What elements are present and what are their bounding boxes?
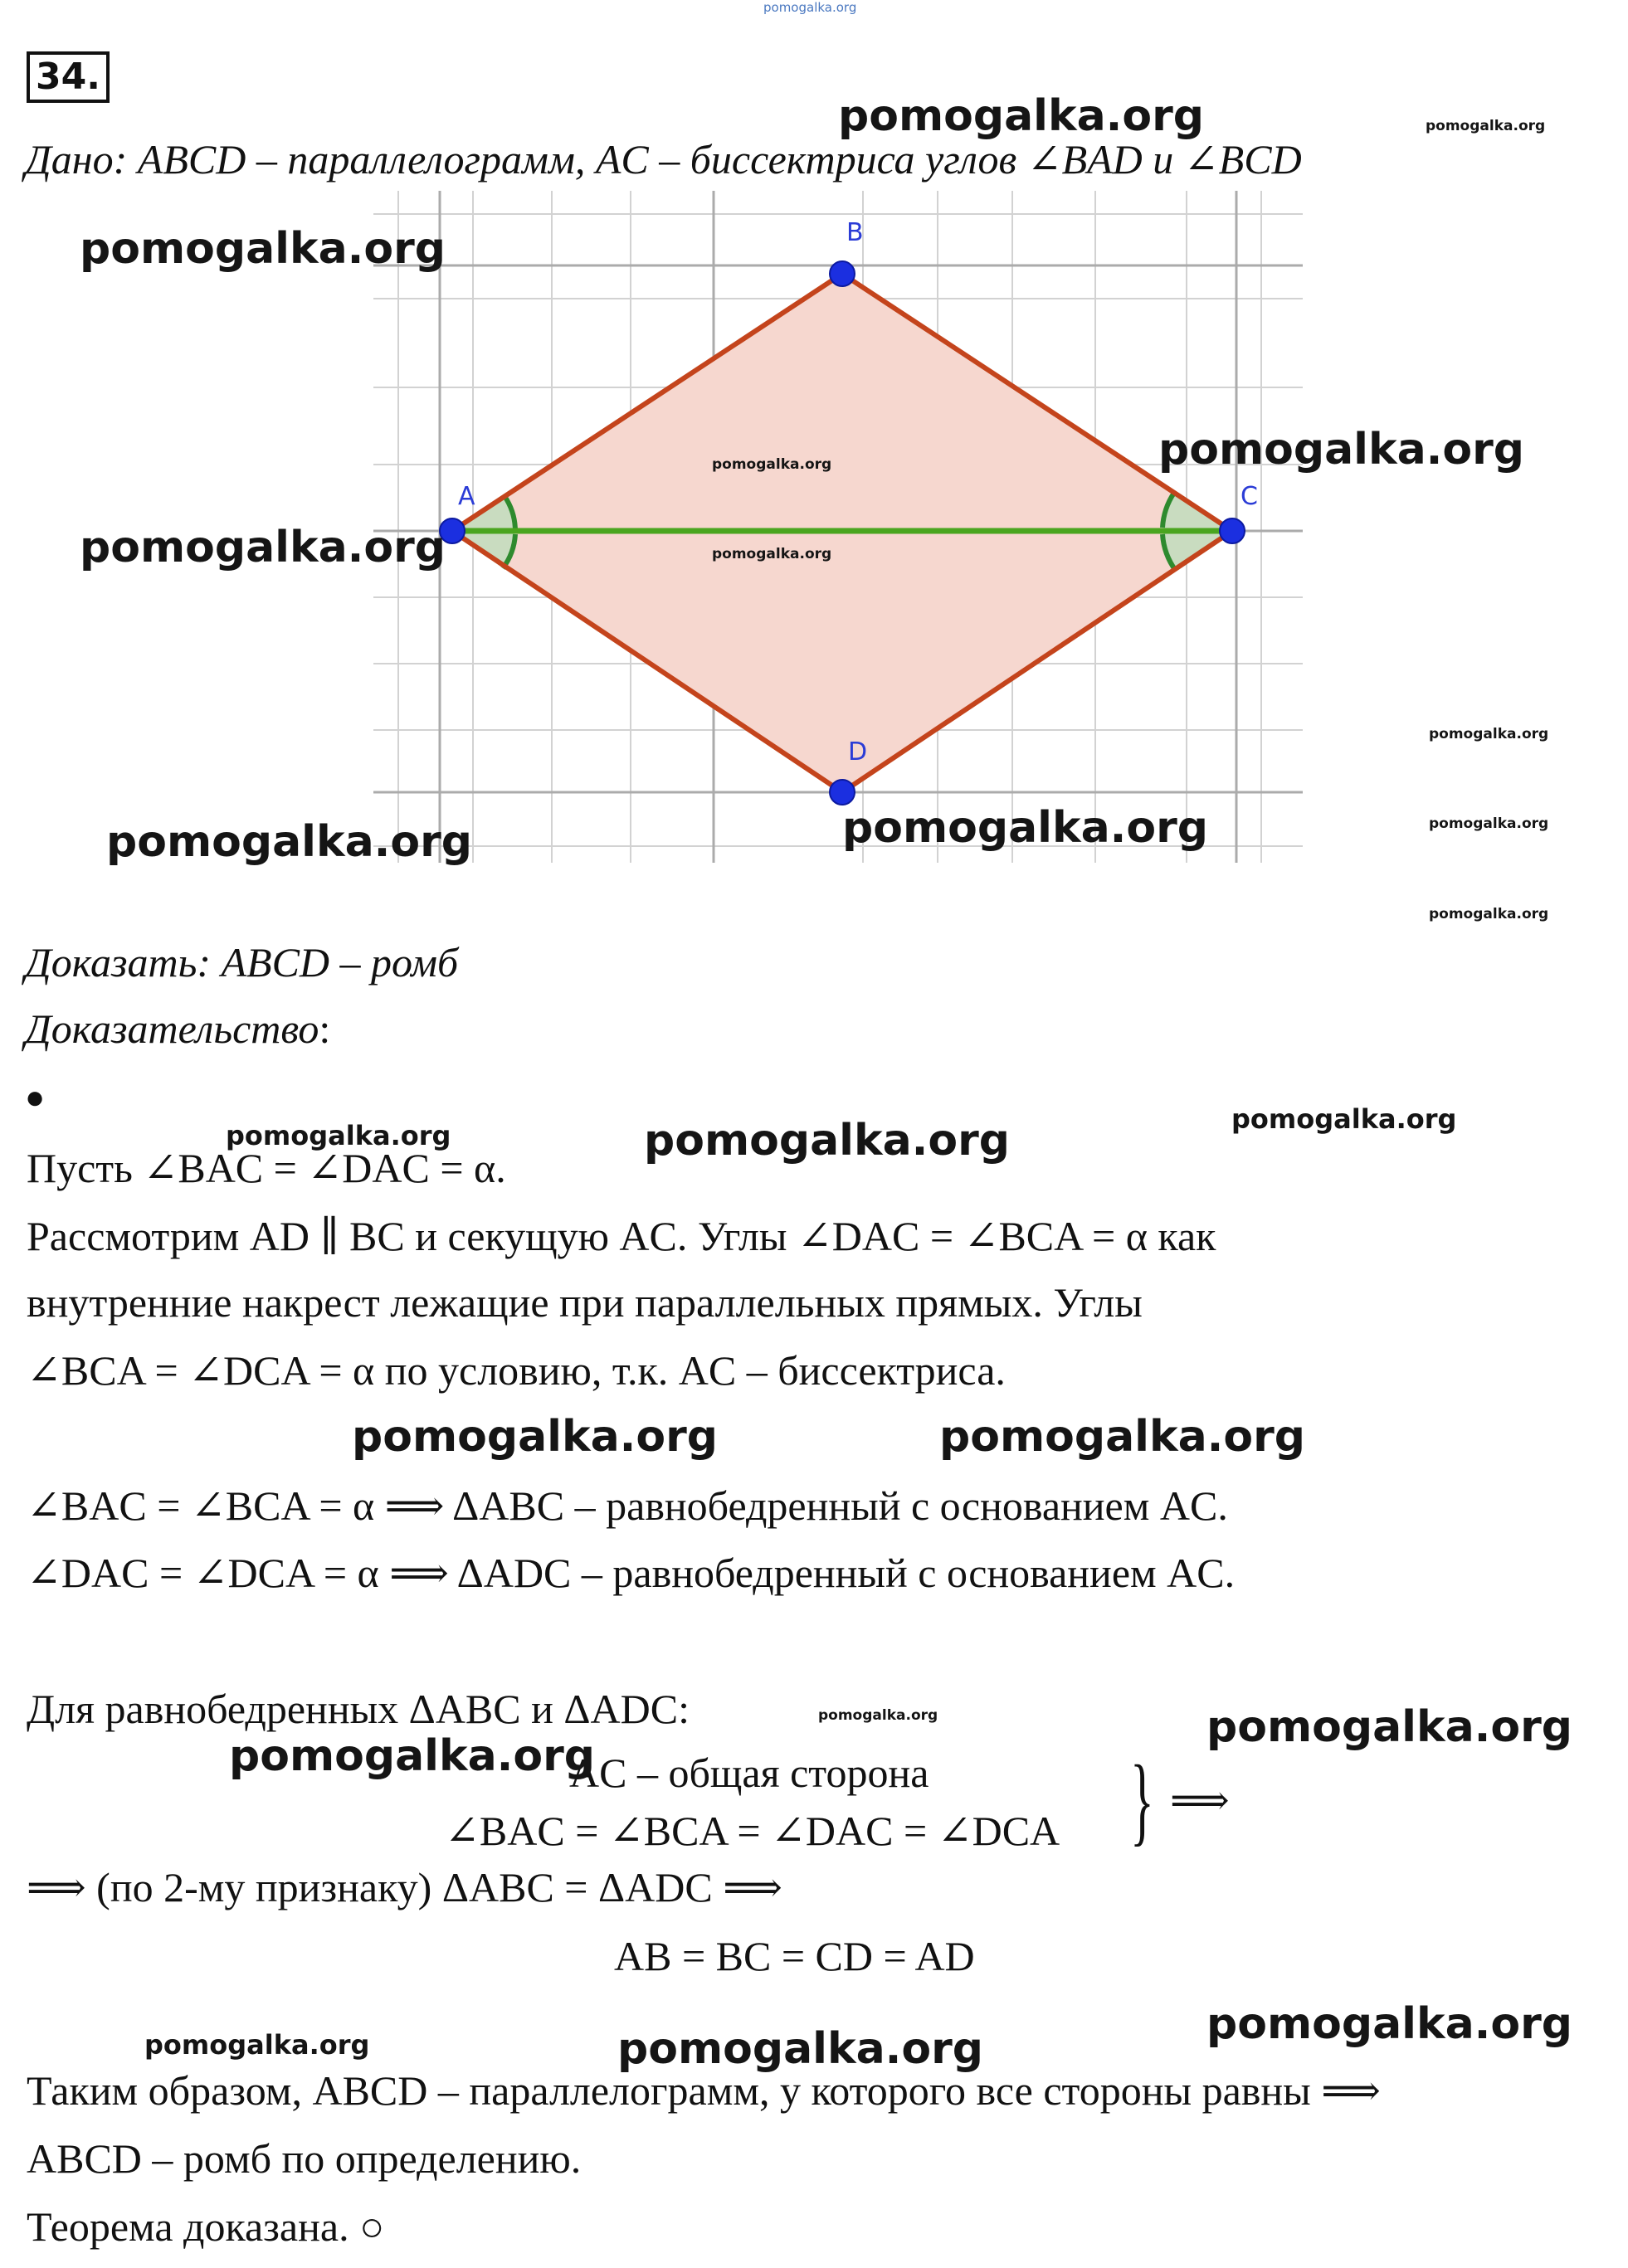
watermark: pomogalka.org (1429, 815, 1549, 832)
proof-line-11: ABCD – ромб по определению. (27, 2135, 582, 2182)
watermark: pomogalka.org (1206, 1702, 1573, 1752)
proof-line-7: Для равнобедренных ΔABC и ΔADC: (27, 1686, 690, 1732)
label-c: C (1240, 482, 1258, 511)
proof-line-1: Пусть ∠BAC = ∠DAC = α. (27, 1145, 506, 1191)
watermark: pomogalka.org (617, 2024, 984, 2074)
proof-line-12: Теорема доказана. ○ (27, 2203, 385, 2250)
proof-line-3: внутренние накрест лежащие при параллельных прямых. Углы (27, 1279, 1143, 1326)
problem-number: 34. (27, 51, 110, 103)
proof-line-9: AB = BC = CD = AD (614, 1933, 975, 1979)
watermark: pomogalka.org (842, 803, 1209, 853)
proof-line-2: Рассмотрим AD ∥ BC и секущую AC. Углы ∠DAC = ∠BCA = α как (27, 1213, 1216, 1259)
point-b (830, 261, 855, 286)
given-text: : ABCD – параллелограмм, AC – биссектриса углов ∠BAD и ∠BCD (113, 136, 1302, 183)
figure-svg (365, 191, 1311, 879)
watermark: pomogalka.org (838, 91, 1205, 141)
watermark: pomogalka.org (352, 1412, 719, 1462)
watermark: pomogalka.org (80, 523, 446, 572)
watermark: pomogalka.org (712, 456, 832, 473)
rhombus-figure (365, 191, 1311, 883)
watermark: pomogalka.org (1426, 118, 1546, 134)
watermark: pomogalka.org (1429, 726, 1549, 742)
proof-line (25, 1004, 330, 1054)
prove-line (25, 937, 458, 987)
proof-line-5: ∠BAC = ∠BCA = α ⟹ ΔABC – равнобедренный с основанием AC. (27, 1482, 1228, 1529)
given-label: Дано (25, 136, 114, 183)
given-line (25, 134, 1302, 184)
system-implies: ⟹ (1170, 1777, 1230, 1823)
prove-label: Доказать (25, 939, 197, 986)
point-c (1220, 518, 1245, 543)
watermark: pomogalka.org (1429, 906, 1549, 922)
brace-icon: } (1130, 1745, 1154, 1855)
proof-line-8: ⟹ (по 2-му признаку) ΔABC = ΔADC ⟹ (27, 1864, 782, 1910)
system-line-2: ∠BAC = ∠BCA = ∠DAC = ∠DCA (445, 1808, 1060, 1854)
watermark: pomogalka.org (939, 1412, 1306, 1462)
watermark: pomogalka.org (144, 2029, 370, 2061)
watermark: pomogalka.org (1206, 1999, 1573, 2049)
bullet: ● (25, 1078, 46, 1116)
watermark: pomogalka.org (712, 546, 832, 562)
watermark: pomogalka.org (80, 224, 446, 274)
proof-line-10: Таким образом, ABCD – параллелограмм, у которого все стороны равны ⟹ (27, 2067, 1381, 2114)
label-a: A (458, 482, 475, 511)
system-line-1: AC – общая сторона (569, 1750, 929, 1796)
watermark: pomogalka.org (226, 1120, 451, 1151)
label-b: B (846, 218, 864, 247)
watermark: pomogalka.org (229, 1731, 596, 1781)
label-d: D (848, 737, 868, 767)
point-d (830, 780, 855, 805)
watermark: pomogalka.org (644, 1116, 1011, 1166)
watermark: pomogalka.org (106, 817, 473, 867)
proof-line-6: ∠DAC = ∠DCA = α ⟹ ΔADC – равнобедренный с основанием AC. (27, 1550, 1236, 1596)
proof-line-4: ∠BCA = ∠DCA = α по условию, т.к. AC – биссектриса. (27, 1347, 1006, 1394)
prove-text: : ABCD – ромб (197, 939, 459, 986)
proof-label: Доказательство (25, 1005, 319, 1052)
watermark: pomogalka.org (818, 1707, 938, 1724)
proof-colon: : (319, 1005, 331, 1052)
watermark-top: pomogalka.org (763, 0, 857, 15)
watermark: pomogalka.org (1158, 425, 1525, 475)
watermark: pomogalka.org (1231, 1103, 1457, 1135)
